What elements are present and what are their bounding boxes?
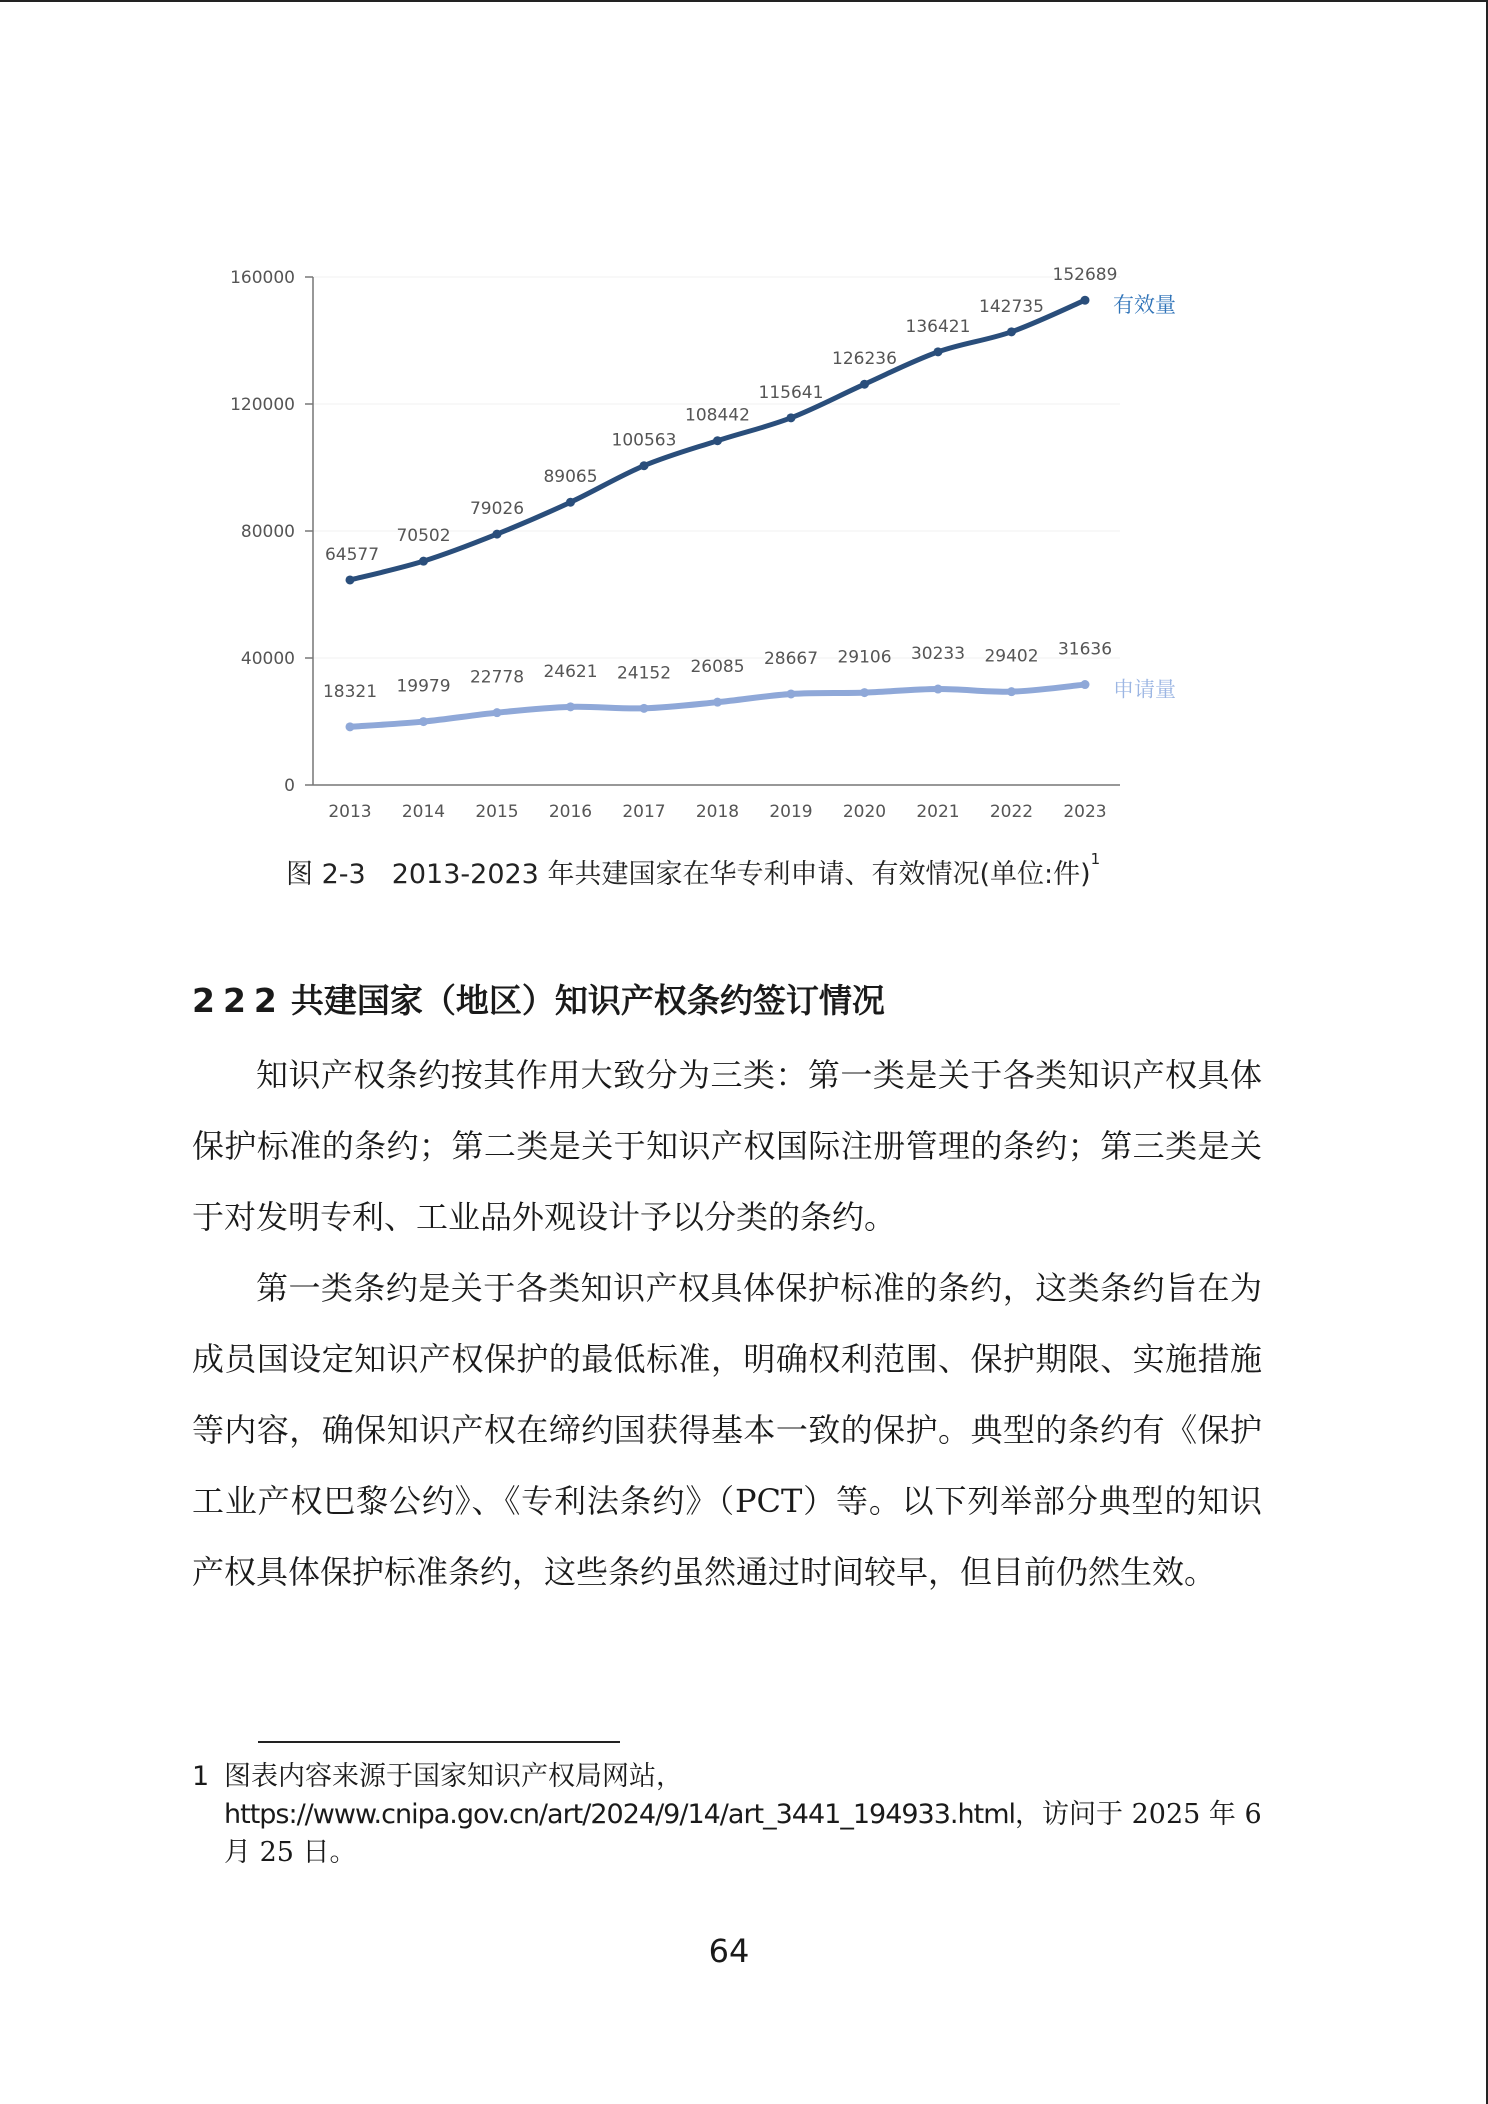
data-point: [419, 717, 428, 726]
x-tick-label: 2020: [843, 802, 886, 822]
data-label: 24152: [617, 663, 671, 683]
x-tick-label: 2019: [769, 802, 812, 822]
footnote-number: 1: [192, 1758, 209, 1796]
body-text: [192, 1040, 1262, 1608]
figure-caption-text: 2013-2023 年共建国家在华专利申请、有效情况(单位:件): [392, 859, 1091, 890]
line-chart: [180, 245, 1230, 845]
data-point: [787, 689, 796, 698]
data-label: 28667: [764, 649, 818, 669]
y-tick-label: 40000: [241, 649, 295, 669]
data-label: 29402: [984, 647, 1038, 667]
page-number: 64: [0, 1932, 1458, 1970]
section-number: 222: [192, 981, 285, 1020]
data-label: 100563: [612, 431, 677, 451]
data-label: 89065: [543, 467, 597, 487]
data-point: [1007, 327, 1016, 336]
footnote-url[interactable]: https://www.cnipa.gov.cn/art/2024/9/14/art_3441_194933.html: [224, 1799, 1015, 1830]
figure-label: 图 2-3: [286, 859, 366, 890]
paragraph: 第一类条约是关于各类知识产权具体保护标准的条约，这类条约旨在为成员国设定知识产权保护的最低标准，明确权利范围、保护期限、实施措施等内容，确保知识产权在缔约国获得基本一致的保护。典型的条约有《保护工业产权巴黎公约》、《专利法条约》（PCT）等。以下列举部分典型的知识产权具体保护标准条约，这些条约虽然通过时间较早，但目前仍然生效。: [192, 1253, 1262, 1608]
figure-caption: [286, 852, 1100, 891]
data-label: 136421: [906, 317, 971, 337]
footnote-text-after: ，访问于 2025 年 6 月 25 日。: [224, 1799, 1262, 1868]
data-label: 152689: [1053, 265, 1118, 285]
y-tick-label: 160000: [230, 268, 295, 288]
data-label: 79026: [470, 499, 524, 519]
x-tick-label: 2015: [475, 802, 518, 822]
y-tick-label: 80000: [241, 522, 295, 542]
section-title: 共建国家（地区）知识产权条约签订情况: [291, 981, 885, 1020]
data-label: 30233: [911, 644, 965, 664]
paragraph: 知识产权条约按其作用大致分为三类：第一类是关于各类知识产权具体保护标准的条约；第二类是关于知识产权国际注册管理的条约；第三类是关于对发明专利、工业品外观设计予以分类的条约。: [192, 1040, 1262, 1253]
data-point: [493, 530, 502, 539]
data-label: 31636: [1058, 640, 1112, 660]
footnote-divider: [258, 1741, 620, 1743]
data-label: 64577: [325, 545, 379, 565]
data-point: [493, 708, 502, 717]
data-label: 115641: [759, 383, 824, 403]
data-label: 19979: [396, 677, 450, 697]
data-point: [566, 498, 575, 507]
x-tick-label: 2023: [1063, 802, 1106, 822]
data-point: [860, 688, 869, 697]
data-label: 24621: [543, 662, 597, 682]
data-label: 142735: [979, 297, 1044, 317]
legend-label: 申请量: [1113, 678, 1176, 702]
data-point: [934, 347, 943, 356]
data-label: 70502: [396, 526, 450, 546]
x-tick-label: 2021: [916, 802, 959, 822]
data-point: [787, 413, 796, 422]
data-label: 126236: [832, 349, 897, 369]
data-label: 29106: [837, 648, 891, 668]
x-tick-label: 2014: [402, 802, 445, 822]
data-point: [640, 461, 649, 470]
data-label: 18321: [323, 682, 377, 702]
data-point: [1081, 680, 1090, 689]
data-point: [1007, 687, 1016, 696]
x-tick-label: 2016: [549, 802, 592, 822]
data-point: [1081, 296, 1090, 305]
y-tick-label: 120000: [230, 395, 295, 415]
data-point: [934, 685, 943, 694]
x-tick-label: 2013: [328, 802, 371, 822]
data-point: [713, 436, 722, 445]
data-label: 108442: [685, 406, 750, 426]
legend-label: 有效量: [1113, 293, 1176, 317]
x-tick-label: 2022: [990, 802, 1033, 822]
footnote-ref[interactable]: 1: [1091, 850, 1101, 868]
x-tick-label: 2017: [622, 802, 665, 822]
x-tick-label: 2018: [696, 802, 739, 822]
data-point: [346, 722, 355, 731]
data-point: [346, 575, 355, 584]
data-point: [640, 704, 649, 713]
y-tick-label: 0: [284, 776, 295, 796]
data-point: [566, 702, 575, 711]
footnote-text: 图表内容来源于国家知识产权局网站，: [224, 1761, 683, 1792]
data-point: [860, 380, 869, 389]
section-heading: [192, 975, 885, 1022]
data-label: 22778: [470, 668, 524, 688]
footnote: [192, 1758, 1262, 1872]
data-label: 26085: [690, 657, 744, 677]
data-point: [419, 557, 428, 566]
data-point: [713, 698, 722, 707]
